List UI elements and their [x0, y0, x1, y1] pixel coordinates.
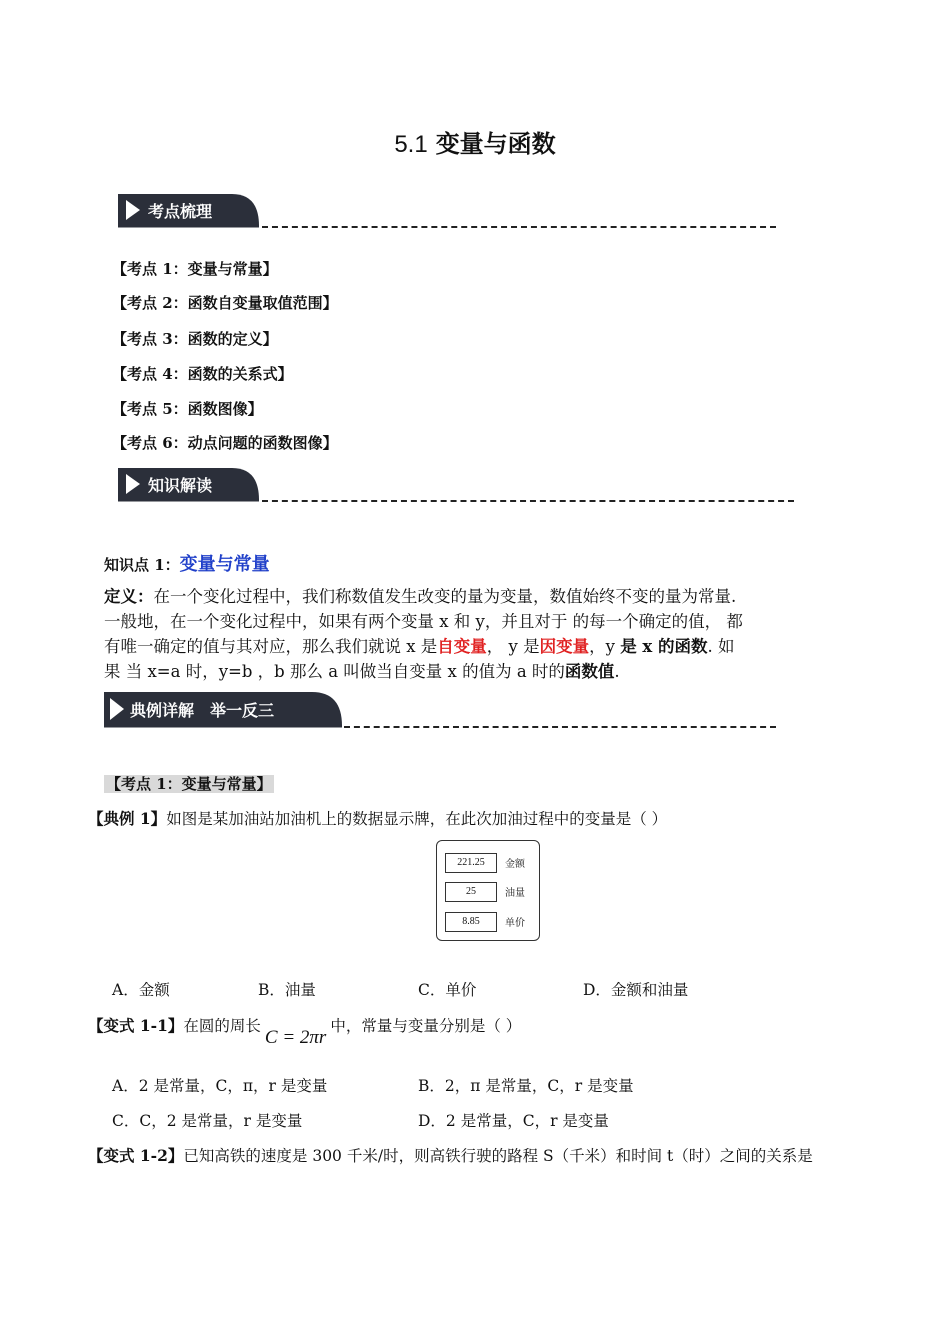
- definition-line-2: 一般地，在一个变化过程中，如果有两个变量 x 和 y，并且对于 的每一个确定的值， 都: [104, 612, 743, 631]
- knowledge-topic: 变量与常量: [179, 554, 270, 575]
- example-1-option-a: A．金额: [112, 981, 170, 999]
- variant-1-2-question: 【变式 1-2】已知高铁的速度是 300 千米/时，则高铁行驶的路程 S（千米）和时间 t（时）之间的关系是: [88, 1146, 813, 1165]
- term-independent-variable: 自变量: [437, 637, 487, 656]
- title-text: 变量与函数: [435, 129, 556, 158]
- title-number: 5.1: [394, 131, 428, 158]
- variant-1-1-option-b: B．2，π 是常量，C，r 是变量: [418, 1077, 634, 1095]
- example-1-option-c: C．单价: [418, 981, 477, 999]
- definition-line-4: 果 当 x=a 时，y=b ，b 那么 a 叫做当自变量 x 的值为 a 时的函数值.: [104, 662, 620, 681]
- kaodian-item-5: 【考点 5：函数图像】: [112, 400, 263, 418]
- term-function-of-x: 是 x 的函数: [620, 637, 708, 656]
- banner-kaodian: [114, 190, 264, 230]
- term-dependent-variable: 因变量: [539, 637, 590, 656]
- variant-1-1-option-d: D．2 是常量，C，r 是变量: [418, 1112, 609, 1130]
- term-function-value: 函数值: [564, 662, 615, 681]
- display-row-volume: [445, 882, 535, 902]
- definition-label: 定义：: [104, 587, 154, 606]
- page-title: [0, 124, 950, 159]
- banner-zhishi: [114, 464, 264, 504]
- display-amount-value: 221.25: [445, 853, 497, 873]
- display-row-amount: [445, 853, 535, 873]
- knowledge-label: 知识点 1：: [104, 556, 180, 574]
- definition-line-1: 定义：在一个变化过程中，我们称数值发生改变的量为变量，数值始终不变的量为常量.: [104, 587, 737, 606]
- variant-1-1-question: 【变式 1-1】在圆的周长C = 2πr中，常量与变量分别是（ ）: [88, 1016, 522, 1048]
- example-1-label: 【典例 1】: [88, 809, 167, 828]
- kaodian-item-1: 【考点 1：变量与常量】: [112, 260, 278, 278]
- example-1-option-b: B．油量: [258, 981, 316, 999]
- display-volume-label: 油量: [505, 888, 525, 899]
- banner-kaodian-label: 考点梳理: [148, 202, 213, 221]
- section-heading-kaodian-1: 【考点 1：变量与常量】: [106, 775, 272, 793]
- variant-1-1-label: 【变式 1-1】: [88, 1016, 184, 1035]
- fuel-pump-display: [436, 840, 540, 941]
- example-1-question: 【典例 1】如图是某加油站加油机上的数据显示牌，在此次加油过程中的变量是（ ）: [88, 809, 668, 828]
- display-row-price: [445, 912, 535, 932]
- variant-1-1-option-a: A．2 是常量，C，π，r 是变量: [112, 1077, 328, 1095]
- display-amount-label: 金额: [505, 859, 525, 870]
- knowledge-heading: [104, 550, 270, 576]
- display-price-label: 单价: [505, 918, 525, 929]
- banner-zhishi-label: 知识解读: [148, 476, 213, 495]
- variant-1-2-label: 【变式 1-2】: [88, 1146, 184, 1165]
- example-1-option-d: D．金额和油量: [583, 981, 689, 999]
- display-volume-value: 25: [445, 882, 497, 902]
- banner-dianli-label: 典例详解 举一反三: [130, 701, 275, 720]
- display-price-value: 8.85: [445, 912, 497, 932]
- divider-2: [262, 500, 794, 502]
- kaodian-item-3: 【考点 3：函数的定义】: [112, 330, 278, 348]
- divider-1: [262, 226, 776, 228]
- kaodian-item-6: 【考点 6：动点问题的函数图像】: [112, 434, 338, 452]
- definition-paragraph: [104, 584, 856, 684]
- definition-line-3: 有唯一确定的值与其对应，那么我们就说 x 是自变量， y 是因变量，y 是 x 的函数. 如: [104, 637, 735, 656]
- kaodian-item-2: 【考点 2：函数自变量取值范围】: [112, 294, 338, 312]
- divider-3: [344, 726, 776, 728]
- banner-dianli: [100, 688, 350, 728]
- variant-1-1-option-c: C．C，2 是常量，r 是变量: [112, 1112, 303, 1130]
- kaodian-item-4: 【考点 4：函数的关系式】: [112, 365, 293, 383]
- circumference-formula: C = 2πr: [264, 1027, 327, 1048]
